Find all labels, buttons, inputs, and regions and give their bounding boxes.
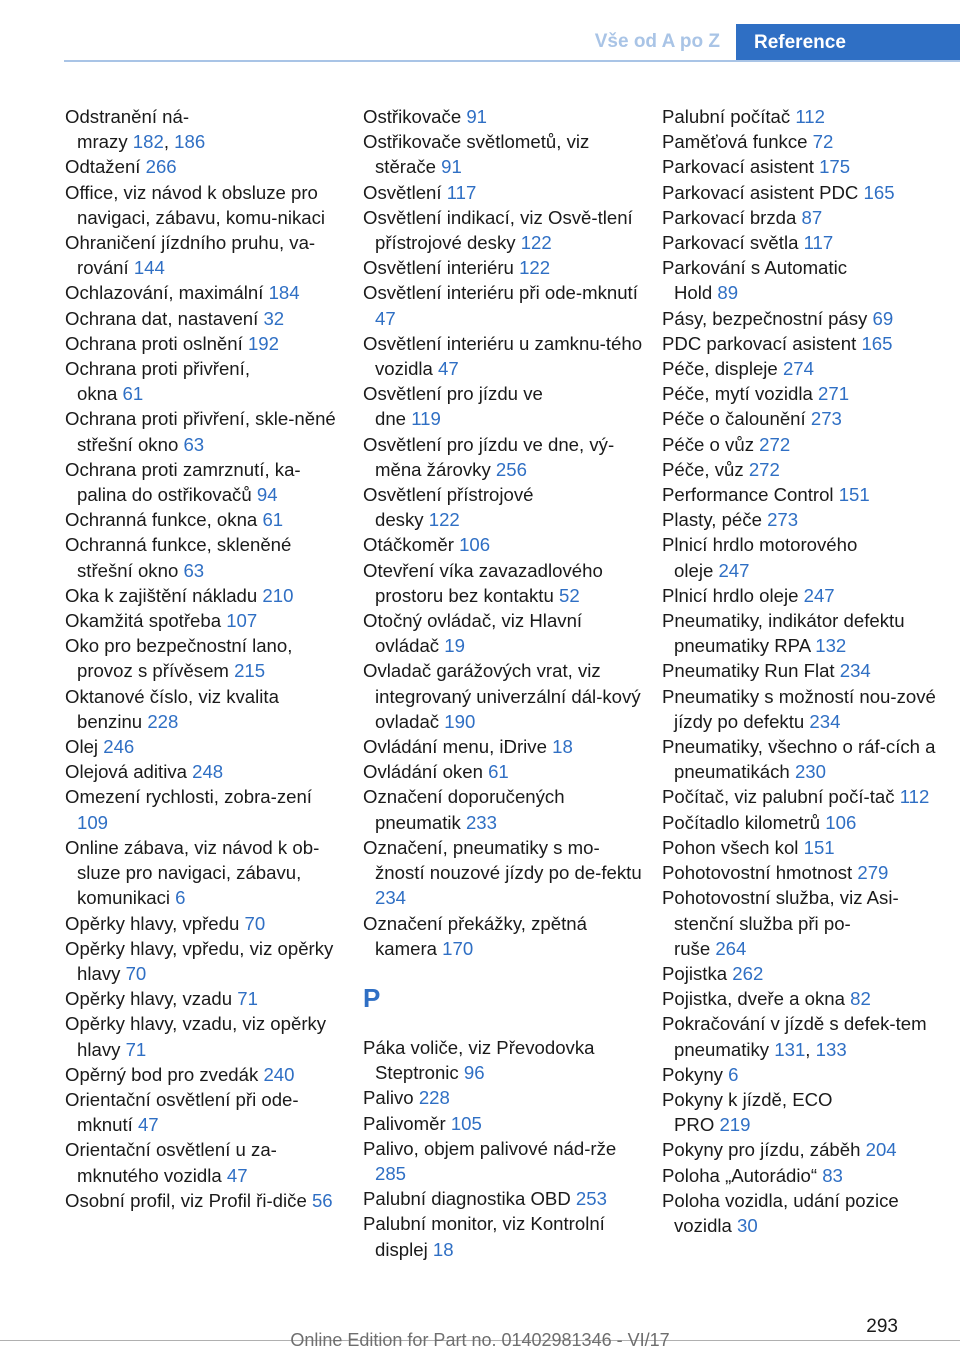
entry-term: Palubní počítač	[662, 106, 796, 127]
index-entry	[662, 1062, 952, 1087]
entry-term: Péče o vůz	[662, 433, 760, 455]
page-ref-link[interactable]: 279	[857, 862, 889, 884]
page-ref-link[interactable]: 264	[715, 937, 747, 959]
page-ref-link[interactable]: 131	[774, 1038, 806, 1060]
page-ref-link[interactable]: 230	[794, 761, 826, 783]
entry-term: Osvětlení interiéru	[363, 257, 520, 279]
page-ref-link[interactable]: 119	[411, 408, 441, 430]
index-entry	[65, 633, 347, 683]
entry-term: Pokyny k jízdě, ECO	[662, 1088, 833, 1110]
index-entry	[662, 205, 952, 230]
entry-term: Pohotovostní hmotnost	[662, 862, 858, 884]
page-ref-link[interactable]: 228	[147, 710, 179, 732]
entry-term: dne	[375, 408, 412, 430]
index-entry	[662, 885, 952, 961]
page-ref-link[interactable]: 165	[863, 181, 895, 203]
page-ref-link[interactable]: 210	[262, 584, 294, 606]
index-entry	[65, 835, 347, 911]
entry-term: Osvětlení přístrojové	[363, 484, 534, 506]
entry-term: Ochlazování, maximální	[65, 282, 269, 304]
entry-term: Ochranná funkce, skleněné střešní okno	[65, 534, 292, 581]
entry-term: Otáčkoměr	[363, 534, 460, 556]
index-entry	[363, 255, 645, 280]
index-entry	[363, 1211, 645, 1261]
entry-term: Péče, mytí vozidla	[662, 383, 819, 405]
index-entry	[662, 356, 952, 381]
page-ref-link[interactable]: 256	[495, 458, 527, 480]
index-column-3	[662, 104, 952, 1238]
entry-term: Otevření víka zavazadlového prostoru bez kontaktu	[363, 559, 603, 606]
page-ref-link[interactable]: 32	[263, 307, 285, 329]
index-entry	[65, 1087, 347, 1137]
page-number: 293	[866, 1316, 898, 1337]
entry-term: Označení doporučených pneumatik	[363, 786, 565, 833]
page-ref-link[interactable]: 175	[819, 156, 851, 178]
index-entry	[65, 583, 347, 608]
entry-term: Péče, displeje	[662, 358, 783, 380]
entry-term: Pojistka	[662, 962, 733, 984]
page-ref-link[interactable]: 122	[519, 257, 551, 279]
entry-term: Oko pro bezpečnostní lano, provoz s přívěsem	[65, 635, 293, 682]
index-entry	[363, 205, 645, 255]
entry-term: Osvětlení pro jízdu ve dne, vý-měna žárovky	[363, 433, 615, 480]
entry-term: Ochrana proti přivření, skle-něné střešní okno	[65, 408, 336, 455]
page-ref-link[interactable]: 186	[174, 131, 206, 153]
page-header	[0, 0, 960, 62]
index-entry	[662, 507, 952, 532]
page-ref-link[interactable]: 240	[263, 1063, 295, 1085]
index-entry	[65, 507, 347, 532]
page-ref-link[interactable]: 6	[728, 1063, 739, 1085]
index-entry	[363, 432, 645, 482]
entry-term: Plnicí hrdlo oleje	[662, 584, 804, 606]
entry-term: Ochranná funkce, okna	[65, 509, 263, 531]
index-entry	[662, 1188, 952, 1238]
page-ref-link[interactable]: 72	[812, 131, 834, 153]
entry-term: Palivo, objem palivové nád-rže	[363, 1137, 617, 1159]
index-entry	[363, 280, 645, 330]
index-entry	[662, 1087, 952, 1137]
page-ref-link[interactable]: 70	[125, 962, 147, 984]
entry-term: Hold	[674, 282, 718, 304]
index-entry	[65, 608, 347, 633]
index-entry	[662, 784, 952, 809]
entry-term: Péče o čalounění	[662, 408, 811, 430]
index-entry	[65, 180, 347, 230]
entry-term: Osvětlení indikací, viz Osvě-tlení přístrojové desky	[363, 206, 633, 254]
index-entry: Odstranění ná- mrazy 182, 186	[65, 106, 206, 153]
page-ref-link[interactable]: 91	[466, 106, 488, 127]
page-ref-link[interactable]: 96	[463, 1062, 485, 1084]
page-ref-link[interactable]: 233	[465, 811, 497, 833]
index-entry	[65, 1188, 347, 1213]
index-entry	[662, 154, 952, 179]
index-entry	[662, 457, 952, 482]
page-ref-link[interactable]: 253	[575, 1188, 607, 1210]
index-entry: Pokračování v jízdě s defek-tem pneumatiky 131, 133	[662, 1013, 927, 1060]
entry-term: Ochrana proti oslnění	[65, 332, 248, 354]
index-entry	[363, 532, 645, 557]
entry-term: Pokyny pro jízdu, záběh	[662, 1139, 866, 1161]
index-entry	[65, 280, 347, 305]
index-entry	[363, 784, 645, 834]
index-column-2	[363, 104, 645, 1262]
page-ref-link[interactable]: 106	[825, 811, 857, 833]
section-letter: P	[363, 982, 381, 1013]
index-entry	[662, 432, 952, 457]
page-ref-link[interactable]: 63	[183, 559, 205, 581]
index-entry	[662, 608, 952, 658]
entry-term: Parkování s Automatic	[662, 257, 847, 279]
entry-term: Parkovací asistent	[662, 156, 820, 178]
index-entry	[662, 180, 952, 205]
page-ref-link[interactable]: 234	[839, 660, 871, 682]
page-ref-link[interactable]: 285	[375, 1162, 407, 1184]
page-ref-link[interactable]: 192	[247, 332, 279, 354]
entry-term: Osvětlení	[363, 181, 447, 203]
entry-term: mrazy	[77, 131, 133, 153]
entry-term: Paměťová funkce	[662, 131, 813, 153]
page-ref-link[interactable]: 151	[803, 836, 835, 858]
index-entry	[662, 255, 952, 305]
entry-term: Parkovací asistent PDC	[662, 181, 864, 203]
index-entry	[662, 810, 952, 835]
index-entry	[363, 482, 645, 532]
page-ref-link[interactable]: 112	[899, 786, 930, 808]
entry-term: Páka voliče, viz Převodovka Steptronic	[363, 1036, 595, 1084]
index-entry	[662, 406, 952, 431]
entry-term: okna	[77, 383, 123, 405]
page-ref-link[interactable]: 234	[809, 710, 841, 732]
entry-term: Pohon všech kol	[662, 836, 804, 858]
index-entry	[65, 406, 347, 456]
index-entry	[363, 558, 645, 608]
entry-term: Pásy, bezpečnostní pásy	[662, 307, 873, 329]
page-ref-link[interactable]: 273	[810, 408, 842, 430]
page-ref-link[interactable]: 70	[244, 912, 266, 934]
index-entry	[65, 684, 347, 734]
page-ref-link[interactable]: 266	[145, 156, 177, 178]
page-ref-link[interactable]: 204	[865, 1139, 897, 1161]
entry-term: Označení, pneumatiky s mo-žností nouzové jízdy po de-fektu	[363, 836, 642, 884]
index-entry	[662, 1163, 952, 1188]
entry-term: Pneumatiky Run Flat	[662, 660, 840, 682]
entry-term: Pohotovostní služba, viz Asi-stenční služba při po-	[662, 887, 899, 934]
index-entry	[65, 986, 347, 1011]
page-ref-link[interactable]: 272	[748, 458, 780, 480]
entry-term: Olejová aditiva	[65, 761, 193, 783]
page-ref-link[interactable]: 165	[861, 332, 893, 354]
index-entry	[65, 1011, 347, 1061]
entry-term: oleje	[674, 559, 719, 581]
page-ref-link[interactable]: 18	[552, 736, 573, 758]
page-ref-link[interactable]: 112	[795, 106, 825, 127]
entry-term: Opěrky hlavy, vzadu	[65, 988, 238, 1010]
index-entry	[363, 1186, 645, 1211]
index-entry	[662, 961, 952, 986]
index-entry	[363, 835, 645, 911]
index-entry	[363, 734, 645, 759]
page-ref-link[interactable]: 52	[558, 584, 580, 606]
index-entry	[363, 1111, 645, 1136]
page-ref-link[interactable]: 61	[122, 383, 144, 405]
index-entry	[65, 356, 347, 406]
page-ref-link[interactable]: 184	[268, 282, 300, 304]
index-entry	[65, 1062, 347, 1087]
page-ref-link[interactable]: 47	[375, 307, 396, 329]
page-ref-link[interactable]: 272	[759, 433, 791, 455]
entry-term: Ochrana proti zamrznutí, ka-palina do ostřikovačů	[65, 458, 301, 506]
page-ref-link[interactable]: 234	[375, 887, 407, 909]
page-ref-link[interactable]: 247	[803, 584, 835, 606]
entry-term: Pokračování v jízdě s defek-tem pneumatiky	[662, 1013, 927, 1060]
entry-term: Orientační osvětlení u za-mknutého vozidla	[65, 1139, 277, 1186]
index-entry	[662, 104, 952, 129]
footer-edition: Online Edition for Part no. 01402981346 - VI/17	[290, 1330, 670, 1350]
entry-term: PRO	[674, 1114, 720, 1136]
page-ref-link[interactable]: 47	[137, 1114, 159, 1136]
entry-term: Pojistka, dveře a okna	[662, 988, 851, 1010]
entry-term: Ovladač garážových vrat, viz integrovaný univerzální dál-kový ovladač	[363, 660, 641, 732]
page-ref-link[interactable]: 190	[444, 710, 476, 732]
active-tab-reference[interactable]: Reference	[736, 24, 960, 62]
entry-term: Ostřikovače světlometů, viz stěrače	[363, 131, 590, 178]
page-ref-link[interactable]: 106	[459, 534, 491, 556]
index-entry	[662, 583, 952, 608]
entry-term: Olej	[65, 736, 104, 758]
index-entry	[65, 230, 347, 280]
page-ref-link[interactable]: 109	[77, 811, 109, 833]
entry-term: Pneumatiky, všechno o ráf-cích a pneumatikách	[662, 736, 936, 783]
index-entry	[662, 482, 952, 507]
index-entry	[363, 759, 645, 784]
index-entry	[65, 154, 347, 179]
page-ref-link[interactable]: 133	[815, 1038, 847, 1060]
page-ref-link[interactable]: 47	[438, 358, 459, 380]
entry-term: Poloha „Autorádio“	[662, 1164, 823, 1186]
entry-term: PDC parkovací asistent	[662, 332, 862, 354]
entry-term: Oka k zajištění nákladu	[65, 584, 263, 606]
entry-term: Palubní monitor, viz Kontrolní displej	[363, 1213, 605, 1260]
index-entry	[662, 734, 952, 784]
entry-term: Palivoměr	[363, 1112, 451, 1134]
page-ref-link[interactable]: 47	[226, 1164, 248, 1186]
entry-term: Odtažení	[65, 156, 146, 178]
page-ref-link[interactable]: 151	[838, 484, 870, 506]
page-ref-link[interactable]: 274	[782, 358, 814, 380]
page-ref-link[interactable]: 71	[125, 1038, 147, 1060]
index-entry	[662, 532, 952, 582]
entry-term: Ochrana dat, nastavení	[65, 307, 264, 329]
page-ref-link[interactable]: 6	[175, 887, 186, 909]
entry-term: Parkovací světla	[662, 232, 804, 254]
page-ref-link[interactable]: 91	[441, 156, 462, 178]
entry-term: ruše	[674, 937, 716, 959]
page-ref-link[interactable]: 122	[520, 232, 552, 254]
index-entry	[65, 331, 347, 356]
page-ref-link[interactable]: 94	[256, 484, 278, 506]
entry-term: Pneumatiky s možností nou-zové jízdy po defektu	[662, 685, 936, 732]
page-ref-link[interactable]: 87	[801, 206, 823, 228]
page-ref-link[interactable]: 182	[132, 131, 164, 153]
entry-term: Pokyny	[662, 1063, 729, 1085]
index-entry	[662, 1137, 952, 1162]
section-tab[interactable]: Vše od A po Z	[594, 31, 720, 52]
entry-term: Orientační osvětlení při ode-mknutí	[65, 1088, 299, 1136]
index-entry	[662, 331, 952, 356]
index-entry	[363, 1035, 645, 1085]
page-ref-link[interactable]: 219	[719, 1114, 751, 1136]
page-ref-link[interactable]: 71	[237, 988, 258, 1010]
index-entry	[363, 658, 645, 734]
index-entry	[363, 331, 645, 381]
entry-term: Ostřikovače	[363, 106, 467, 127]
index-entry	[662, 658, 952, 683]
entry-term: Plasty, péče	[662, 509, 768, 531]
page-ref-link[interactable]: 215	[234, 660, 266, 682]
page-ref-link[interactable]: 170	[442, 937, 474, 959]
entry-term: Ovládání oken	[363, 761, 489, 783]
page-ref-link[interactable]: 122	[428, 509, 460, 531]
entry-term: Oktanové číslo, viz kvalita benzinu	[65, 685, 279, 732]
index-entry	[65, 734, 347, 759]
entry-term: Ochrana proti přivření,	[65, 358, 250, 380]
entry-term: Office, viz návod k obsluze pro navigaci, zábavu, komu-nikaci	[65, 181, 326, 228]
index-entry	[363, 104, 645, 129]
index-entry	[65, 936, 347, 986]
entry-term: Osvětlení interiéru při ode-mknutí	[363, 282, 638, 304]
entry-term: Poloha vozidla, udání pozice vozidla	[662, 1189, 899, 1236]
page-ref-link[interactable]: 19	[444, 635, 465, 657]
page-ref-link[interactable]: 30	[737, 1214, 758, 1236]
page-ref-link[interactable]: 228	[418, 1087, 450, 1109]
index-entry	[662, 230, 952, 255]
page-ref-link[interactable]: 63	[183, 433, 205, 455]
index-entry	[65, 532, 347, 582]
entry-term: Počítadlo kilometrů	[662, 811, 826, 833]
index-entry	[363, 1085, 645, 1110]
page-ref-link[interactable]: 89	[717, 282, 739, 304]
index-entry	[662, 986, 952, 1011]
page-ref-link[interactable]: 69	[872, 307, 894, 329]
entry-term: Okamžitá spotřeba	[65, 610, 227, 632]
entry-term: Odstranění ná-	[65, 106, 190, 127]
page-ref-link[interactable]: 248	[192, 761, 224, 783]
page-ref-link[interactable]: 105	[450, 1112, 482, 1134]
index-entry	[65, 457, 347, 507]
entry-term: Parkovací brzda	[662, 206, 802, 228]
index-entry	[363, 180, 645, 205]
entry-term: desky	[375, 509, 429, 531]
entry-term: Pneumatiky, indikátor defektu pneumatiky RPA	[662, 610, 905, 657]
index-entry	[363, 608, 645, 658]
page-ref-link[interactable]: 117	[803, 232, 834, 254]
index-entry	[363, 1136, 645, 1186]
entry-term: Palivo	[363, 1087, 419, 1109]
entry-term: Počítač, viz palubní počí-tač	[662, 786, 900, 808]
page-ref-link[interactable]: 247	[718, 559, 750, 581]
entry-term: Omezení rychlosti, zobra-zení	[65, 786, 312, 808]
entry-term: Osobní profil, viz Profil ři-diče	[65, 1189, 312, 1211]
index-entry	[65, 1137, 347, 1187]
entry-term: Opěrky hlavy, vpředu, viz opěrky hlavy	[65, 937, 334, 984]
entry-term: Péče, vůz	[662, 458, 749, 480]
index-entry	[65, 784, 347, 834]
index-entry	[65, 306, 347, 331]
index-entry	[363, 911, 645, 961]
entry-term: Online zábava, viz návod k ob-sluze pro navigaci, zábavu, komunikaci	[65, 836, 320, 909]
entry-term: Osvětlení pro jízdu ve	[363, 383, 543, 405]
index-entry	[662, 684, 952, 734]
page-ref-link[interactable]: 18	[432, 1238, 454, 1260]
index-column-1	[65, 104, 347, 1213]
page-ref-link[interactable]: 246	[103, 736, 135, 758]
page-ref-link[interactable]: 144	[133, 257, 165, 279]
entry-term: Otočný ovládač, viz Hlavní ovládač	[363, 610, 583, 657]
entry-term: Osvětlení interiéru u zamknu-tého vozidla	[363, 332, 643, 380]
index-entry	[662, 381, 952, 406]
page-ref-link[interactable]: 61	[488, 761, 509, 783]
index-entry	[662, 306, 952, 331]
page-ref-link[interactable]: 271	[818, 383, 850, 405]
page-ref-link[interactable]: 273	[767, 509, 799, 531]
header-divider	[64, 60, 960, 62]
page-ref-link[interactable]: 61	[262, 509, 284, 531]
page-ref-link[interactable]: 82	[850, 988, 871, 1010]
entry-term: Plnicí hrdlo motorového	[662, 534, 858, 556]
index-entry	[65, 911, 347, 936]
page-ref-link[interactable]: 132	[815, 635, 847, 657]
entry-term: Opěrky hlavy, vzadu, viz opěrky hlavy	[65, 1013, 327, 1060]
index-entry	[65, 759, 347, 784]
index-entry	[662, 860, 952, 885]
index-entry	[662, 835, 952, 860]
entry-term: Ovládání menu, iDrive	[363, 736, 553, 758]
index-entry	[662, 129, 952, 154]
page-ref-link[interactable]: 107	[226, 610, 258, 632]
page-ref-link[interactable]: 117	[446, 181, 477, 203]
index-entry	[363, 381, 645, 431]
page-ref-link[interactable]: 56	[311, 1189, 333, 1211]
entry-term: Opěrky hlavy, vpředu	[65, 912, 245, 934]
entry-term: Performance Control	[662, 484, 839, 506]
page-ref-link[interactable]: 262	[732, 962, 764, 984]
page-ref-link[interactable]: 83	[822, 1164, 843, 1186]
entry-term: Ohraničení jízdního pruhu, va-rování	[65, 232, 316, 279]
index-entry	[363, 129, 645, 179]
entry-term: Opěrný bod pro zvedák	[65, 1063, 264, 1085]
entry-term: Palubní diagnostika OBD	[363, 1188, 576, 1210]
entry-term: Označení překážky, zpětná kamera	[363, 912, 587, 959]
